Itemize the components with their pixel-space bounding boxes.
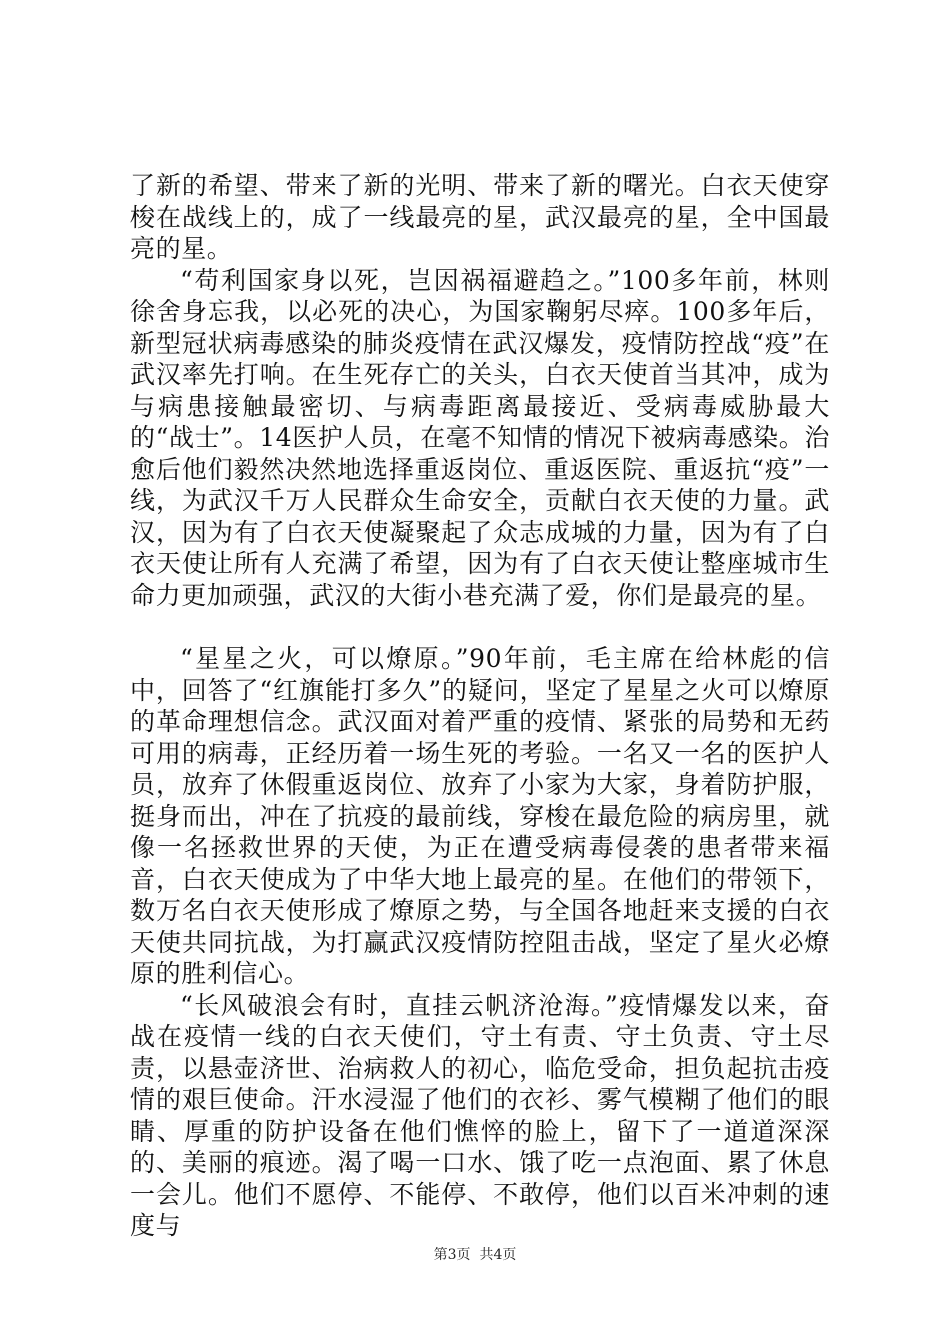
paragraph-linzexu: “苟利国家身以死，岂因祸福避趋之。”100多年前，林则徐舍身忘我，以必死的决心，为国家鞠躬尽瘁。100多年后，新型冠状病毒感染的肺炎疫情在武汉爆发，疫情防控战“疫”在武汉率先打响。在生死存亡的关头，白衣天使首当其冲，成为与病患接触最密切、与病毒距离最接近、受病毒威胁最大的“战士”。14医护人员，在毫不知情的情况下被病毒感染。治愈后他们毅然决然地选择重返岗位、重返医院、重返抗“疫”一线，为武汉千万人民群众生命安全，贡献白衣天使的力量。武汉，因为有了白衣天使凝聚起了众志成城的力量，因为有了白衣天使让所有人充满了希望，因为有了白衣天使让整座城市生命力更加顽强，武汉的大街小巷充满了爱，你们是最亮的星。 — [130, 265, 830, 610]
paragraph-long-wind: “长风破浪会有时，直挂云帆济沧海。”疫情爆发以来，奋战在疫情一线的白衣天使们，守土有责、守土负责、守土尽责，以悬壶济世、治病救人的初心，临危受命，担负起抗击疫情的艰巨使命。汗水浸湿了他们的衣衫、雾气模糊了他们的眼睛、厚重的防护设备在他们憔悴的脸上，留下了一道道深深的、美丽的痕迹。渴了喝一口水、饿了吃一点泡面、累了休息一会儿。他们不愿停、不能停、不敢停，他们以百米冲刺的速度与 — [130, 990, 830, 1240]
paragraph-continuation: 了新的希望、带来了新的光明、带来了新的曙光。白衣天使穿梭在战线上的，成了一线最亮的星，武汉最亮的星，全中国最亮的星。 — [130, 171, 830, 263]
page-number-footer: 第3页 共4页 — [433, 1247, 517, 1263]
paragraph-spark: “星星之火，可以燎原。”90年前，毛主席在给林彪的信中，回答了“红旗能打多久”的疑问，坚定了星星之火可以燎原的革命理想信念。武汉面对着严重的疫情、紧张的局势和无药可用的病毒，正经历着一场生死的考验。一名又一名的医护人员，放弃了休假重返岗位、放弃了小家为大家，身着防护服，挺身而出，冲在了抗疫的最前线，穿梭在最危险的病房里，就像一名拯救世界的天使，为正在遭受病毒侵袭的患者带来福音，白衣天使成为了中华大地上最亮的星。在他们的带领下，数万名白衣天使形成了燎原之势，与全国各地赶来支援的白衣天使共同抗战，为打赢武汉疫情防控阻击战，坚定了星火必燎原的胜利信心。 — [130, 644, 830, 988]
document-body — [130, 170, 830, 1242]
